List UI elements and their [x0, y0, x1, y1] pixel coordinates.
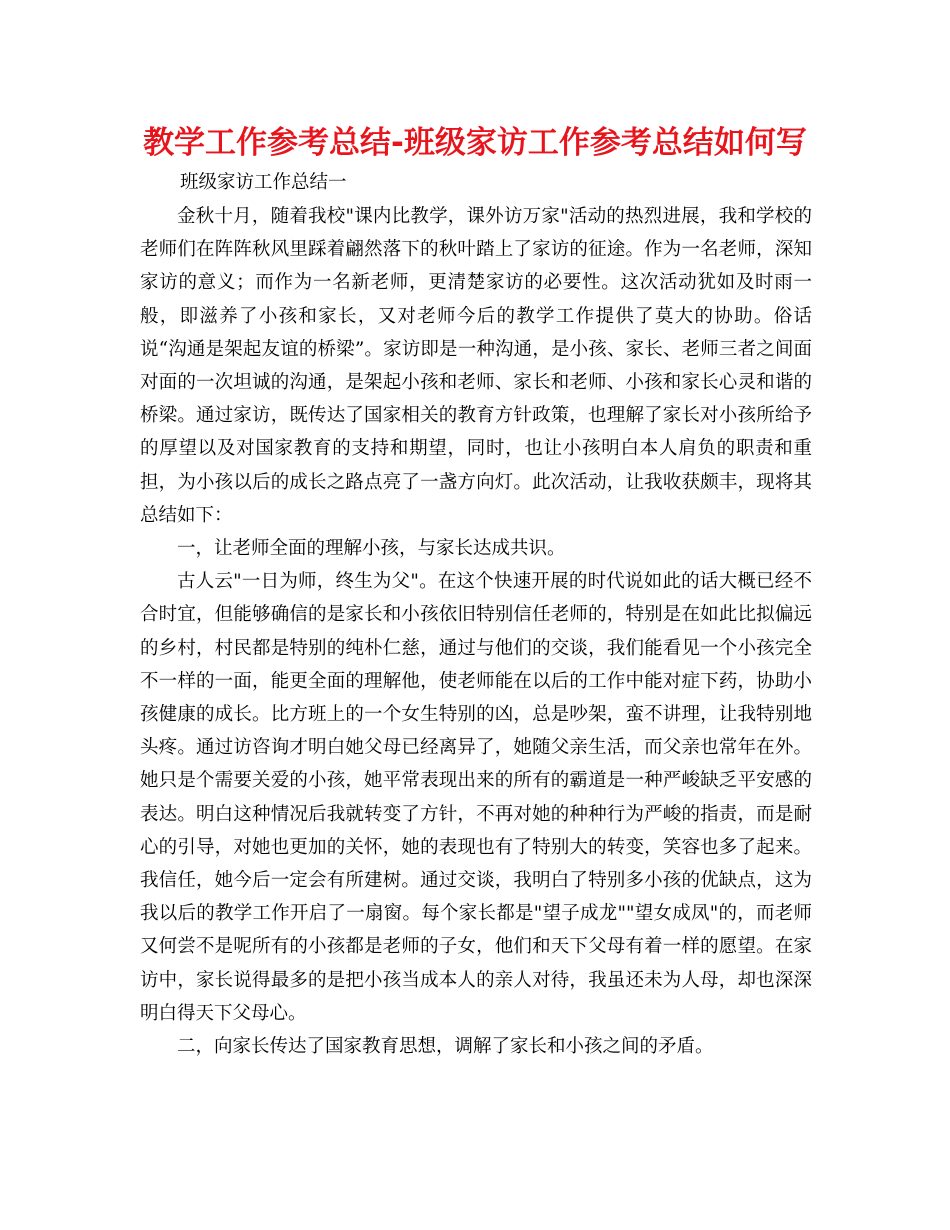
paragraph-intro: 金秋十月，随着我校"课内比教学，课外访万家"活动的热烈进展，我和学校的老师们在阵阵秋风里踩着翩然落下的秋叶踏上了家访的征途。作为一名老师，深知家访的意义；而作为一名新老师，更清楚家访的必要性。这次活动犹如及时雨一般，即滋养了小孩和家长，又对老师今后的教学工作提供了莫大的协助。俗话说“沟通是架起友谊的桥梁”。家访即是一种沟通，是小孩、家长、老师三者之间面对面的一次坦诚的沟通，是架起小孩和老师、家长和老师、小孩和家长心灵和谐的桥梁。通过家访，既传达了国家相关的教育方针政策，也理解了家长对小孩所给予的厚望以及对国家教育的支持和期望，同时，也让小孩明白本人肩负的职责和重担，为小孩以后的成长之路点亮了一盏方向灯。此次活动，让我收获颇丰，现将其总结如下：: [140, 206, 812, 526]
document-title: 教学工作参考总结-班级家访工作参考总结如何写: [143, 125, 807, 161]
paragraph-section-1: 古人云"一日为师，终生为父"。在这个快速开展的时代说如此的话大概已经不合时宜，但能够确信的是家长和小孩依旧特别信任老师的，特别是在如此比拟偏远的乡村，村民都是特别的纯朴仁慈，通过与他们的交谈，我们能看见一个小孩完全不一样的一面，能更全面的理解他，使老师能在以后的工作中能对症下药，协助小孩健康的成长。比方班上的一个女生特别的凶，总是吵架，蛮不讲理，让我特别地头疼。通过访咨询才明白她父母已经离异了，她随父亲生活，而父亲也常年在外。她只是个需要关爱的小孩，她平常表现出来的所有的霸道是一种严峻缺乏平安感的表达。明白这种情况后我就转变了方针，不再对她的种种行为严峻的指责，而是耐心的引导，对她也更加的关怀，她的表现也有了特别大的转变，笑容也多了起来。我信任，她今后一定会有所建树。通过交谈，我明白了特别多小孩的优缺点，这为我以后的教学工作开启了一扇窗。每个家长都是"望子成龙""望女成凤"的，而老师又何尝不是呢所有的小孩都是老师的子女，他们和天下父母有着一样的愿望。在家访中，家长说得最多的是把小孩当成本人的亲人对待，我虽还未为人母，却也深深明白得天下父母心。: [140, 571, 812, 1024]
section-heading-1: 一，让老师全面的理解小孩，与家长达成共识。: [177, 538, 566, 560]
section-heading-2: 二，向家长传达了国家教育思想，调解了家长和小孩之间的矛盾。: [177, 1036, 714, 1058]
document-subtitle: 班级家访工作总结一: [180, 172, 347, 193]
document-body: [140, 200, 812, 1063]
